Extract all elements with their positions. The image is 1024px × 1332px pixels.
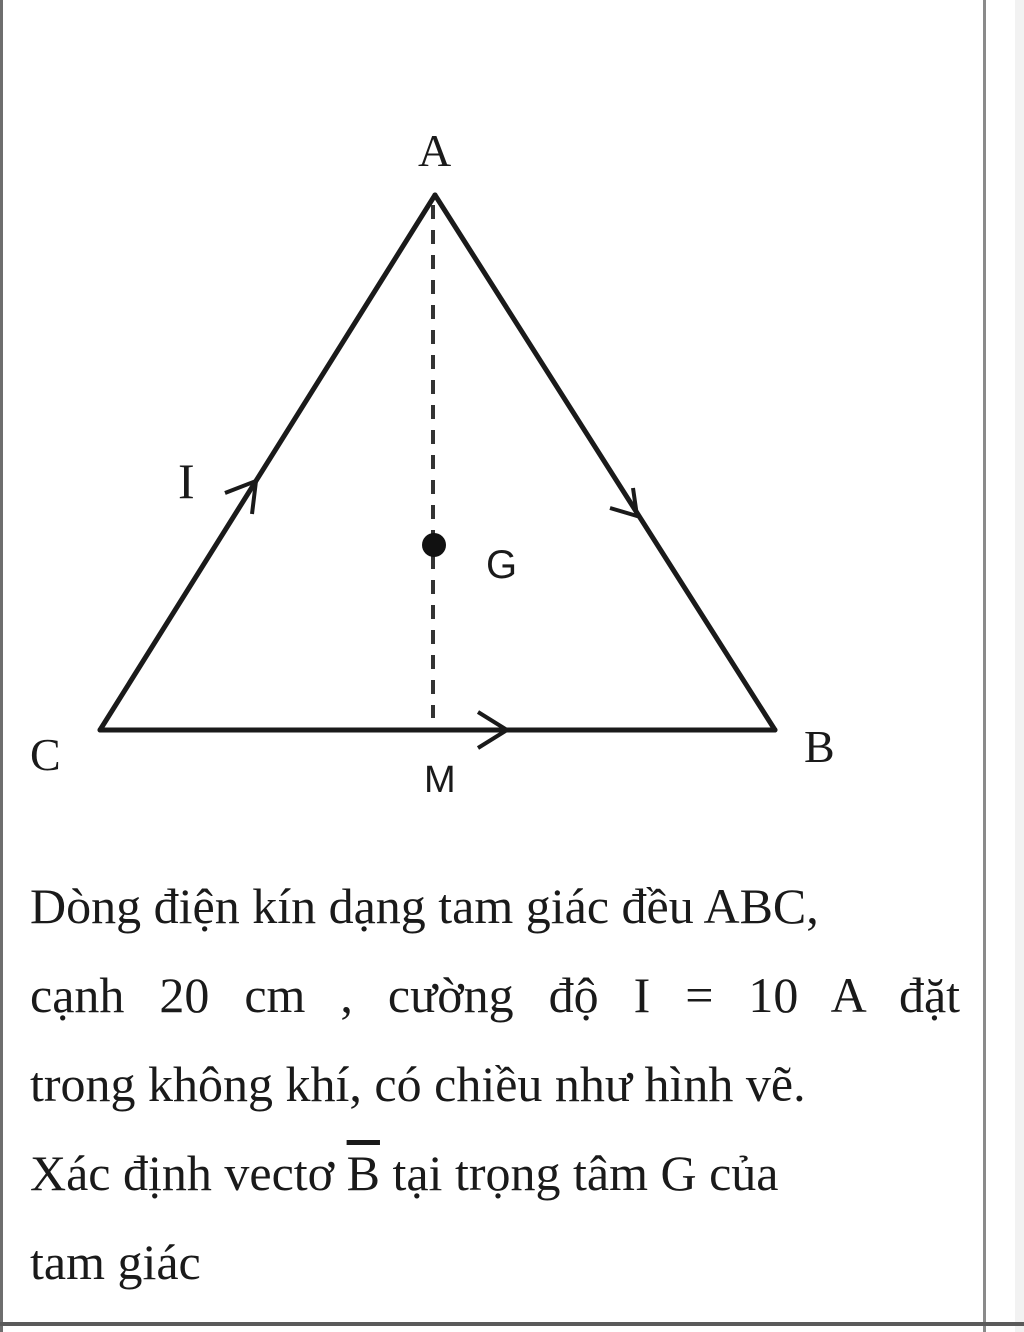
centroid-point xyxy=(422,533,446,557)
midpoint-label-m: M xyxy=(424,759,456,801)
text-tai-trong-tam: tại trọng tâm G của xyxy=(392,1145,779,1201)
text-current-value: I = 10 A đặt xyxy=(633,967,960,1023)
vertex-label-c: C xyxy=(30,729,61,780)
side-ca xyxy=(100,195,435,730)
centroid-label-g: G xyxy=(486,543,518,587)
problem-line-3: trong không khí, có chiều như hình vẽ. xyxy=(30,1056,806,1112)
bottom-border xyxy=(0,1322,1024,1326)
problem-line-5: tam giác xyxy=(30,1234,201,1290)
problem-text xyxy=(30,862,960,1307)
vertex-label-a: A xyxy=(418,125,452,176)
vector-b-symbol: $\overline{B}$ xyxy=(346,1145,380,1201)
problem-line-1: Dòng điện kín dạng tam giác đều ABC, xyxy=(30,878,819,934)
problem-line-4 xyxy=(30,1129,960,1218)
problem-line-2 xyxy=(30,951,960,1040)
text-do: độ xyxy=(548,967,599,1023)
current-label-i: I xyxy=(178,453,195,509)
text-xac-dinh: Xác định vectơ xyxy=(30,1145,335,1201)
text-side-length: 20 cm , xyxy=(159,967,353,1023)
side-ab xyxy=(435,195,775,730)
vertex-label-b: B xyxy=(804,721,835,772)
text-cuong: cường xyxy=(387,967,514,1023)
text-canh: cạnh xyxy=(30,967,125,1023)
